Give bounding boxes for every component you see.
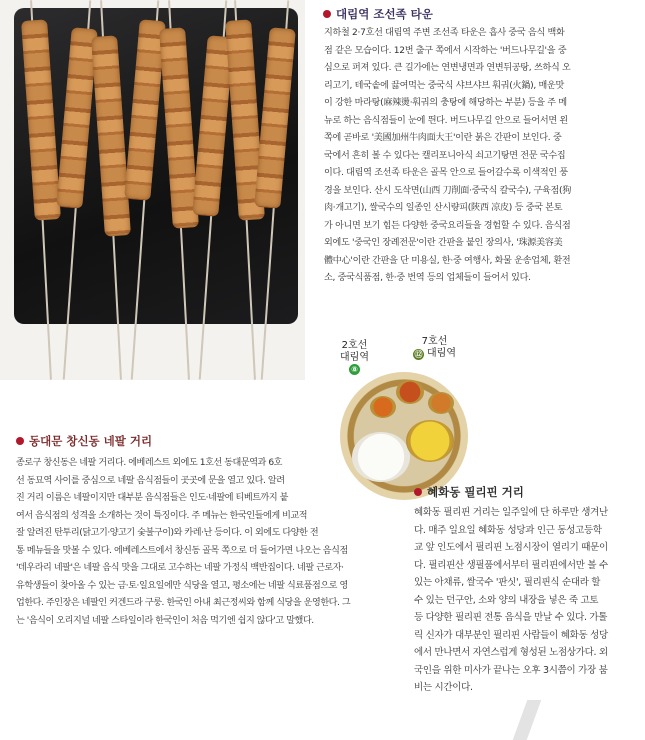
text-line: 비는 시간이다.: [414, 682, 473, 693]
text-line: 릭 신자가 대부분인 필리핀 사람들이 혜화동 성당: [414, 629, 608, 641]
section-title-daerim: 대림역 조선족 타운: [323, 6, 433, 22]
sauce-bowl: [370, 396, 396, 418]
text-line: 외에도 '중국인 장례전문'이란 간판을 붙인 장의사, '珠源美容美: [324, 238, 563, 248]
text-line: 소, 중국식품점, 한·중 번역 등의 업체들이 들어서 있다.: [324, 273, 531, 283]
text-line: 잘 알려진 탄투리(닭고기·양고기 숯불구이)와 카레·난 등이다. 이 외에도 다양한 전: [16, 528, 319, 538]
section-body-changsin: [16, 455, 350, 630]
text-line: 지하철 2·7호선 대림역 주변 조선족 타운은 흡사 중국 음식 백화: [324, 28, 565, 38]
text-line: 가 아니면 보기 힘든 다양한 중국요리들을 경험할 수 있다. 음식점: [324, 220, 571, 231]
text-line: 는 '음식이 오리지널 네팔 스타일이라 한국인이 처음 먹기엔 쉽지 않다'고 말했다.: [16, 615, 314, 626]
skewer-photo: [0, 0, 305, 380]
curry-bowl: [406, 420, 454, 462]
rice-mound: [352, 432, 410, 482]
station-label-line2: 2호선 대림역 ⑧: [340, 340, 369, 374]
text-line: 종로구 창신동은 네팔 거리다. 에베레스트 외에도 1호선 동대문역과 6호: [16, 458, 283, 468]
section-title-hyehwa: 혜화동 필리핀 거리: [414, 484, 524, 500]
text-line: 있는 아채류, 쌀국수 '판싯', 필리핀식 순대라 할: [414, 577, 601, 588]
text-line: 선 동묘역 사이를 중심으로 네팔 음식점들이 곳곳에 문을 열고 있다. 알려: [16, 475, 285, 486]
text-line: 體中心'이란 간판을 단 미용실, 한·중 여행사, 화물 운송업체, 환전: [324, 255, 571, 266]
line2-badge: ⑧: [349, 364, 360, 375]
text-line: 이 강한 마라탕(麻辣燙·훠궈의 충탕에 해당하는 부분) 등을 주 메: [324, 98, 567, 108]
text-line: 혜화동 필리핀 거리는 일주일에 단 하루만 생겨난: [414, 507, 608, 518]
section-body-hyehwa: [414, 504, 608, 697]
watermark-mark: [513, 700, 566, 740]
text-line: 경을 보인다. 산시 도삭면(山西 刀削面·중국식 칼국수), 구육점(狗: [324, 185, 572, 196]
line7-badge: ⑫: [414, 349, 423, 359]
bullet-icon: [16, 437, 24, 445]
nepali-thali-photo: [340, 372, 470, 502]
text-line: 肉·개고기), 쌀국수의 일종인 산시량피(陝西 凉皮) 등 중국 본토: [324, 203, 563, 213]
text-line: 통 메뉴들을 맛볼 수 있다. 에베레스트에서 창신동 골목 쪽으로 더 들어가면 나오는 음식점: [16, 545, 348, 556]
text-line: '데우라리 네팔'은 네팔 음식 맛을 그대로 고수하는 네팔 가정식 백반집이다. 네팔 근로자·: [16, 563, 344, 573]
section-title-changsin: 동대문 창신동 네팔 거리: [16, 433, 152, 449]
text-line: 뉴로 하는 음식점들이 눈에 띈다. 버드나무길 안으로 들어서면 왼: [324, 115, 568, 126]
text-line: 에서 만나면서 자연스럽게 형성된 노점상가다. 외: [414, 647, 608, 658]
section-body-daerim: [324, 25, 571, 288]
text-line: 여서 음식점의 성격을 소개하는 것이 특징이다. 주 메뉴는 한국인들에게 비교적: [16, 510, 308, 521]
text-line: 수 있는 던구안, 소와 양의 내장을 넣은 죽 고토: [414, 594, 599, 606]
text-line: 다. 매주 일요일 혜화동 성당과 인근 동성고등학: [414, 524, 602, 536]
bullet-icon: [414, 488, 422, 496]
text-line: 다. 필리핀산 생필품에서부터 필리핀에서만 볼 수: [414, 559, 608, 571]
station-label-line7: 7호선 ⑫ 대림역: [414, 336, 456, 359]
text-line: 국인을 위한 미사가 끝나는 오후 3시쯤이 가장 붐: [414, 664, 608, 676]
text-line: 진 거리 이름은 네팔이지만 대부분 음식점들은 인도·네팔에 티베트까지 붙: [16, 493, 289, 503]
text-line: 점 같은 모습이다. 12번 출구 쪽에서 시작하는 '버드나무길'을 중: [324, 45, 567, 56]
text-line: 교 앞 인도에서 필리핀 노점시장이 열리기 때문이: [414, 542, 608, 553]
side-bowl: [396, 380, 424, 404]
text-line: 국에서 흔히 볼 수 있다는 캘리포니아식 쇠고기탕면 전문 국수집: [324, 150, 566, 161]
text-line: 등 다양한 필리핀 전통 음식을 만날 수 있다. 가톨: [414, 612, 608, 623]
bullet-icon: [323, 10, 331, 18]
text-line: 이다. 대림역 조선족 타운은 골목 안으로 들어갈수록 이색적인 풍: [324, 168, 568, 178]
text-line: 쪽에 곧바로 '美國加州牛肉面大王'이란 붉은 간판이 보인다. 중: [324, 133, 562, 143]
text-line: 업한다. 주인장은 네팔인 커겐드라 구룽. 한국인 아내 최근정씨와 함께 식당을 운영한다. 그: [16, 598, 351, 608]
text-line: 리고기, 테국솥에 끓여먹는 중국식 샤브샤브 훠궈(火鍋), 매운맛: [324, 80, 564, 91]
text-line: 유학생들이 찾아올 수 있는 금·토·일요일에만 식당을 열고, 평소에는 네팔 식료품점으로 영: [16, 580, 348, 591]
text-line: 심으로 퍼져 있다. 큰 길가에는 연변냉면과 연변뒤공탕, 쓰하식 오: [324, 63, 571, 73]
side-bowl-2: [428, 392, 454, 414]
